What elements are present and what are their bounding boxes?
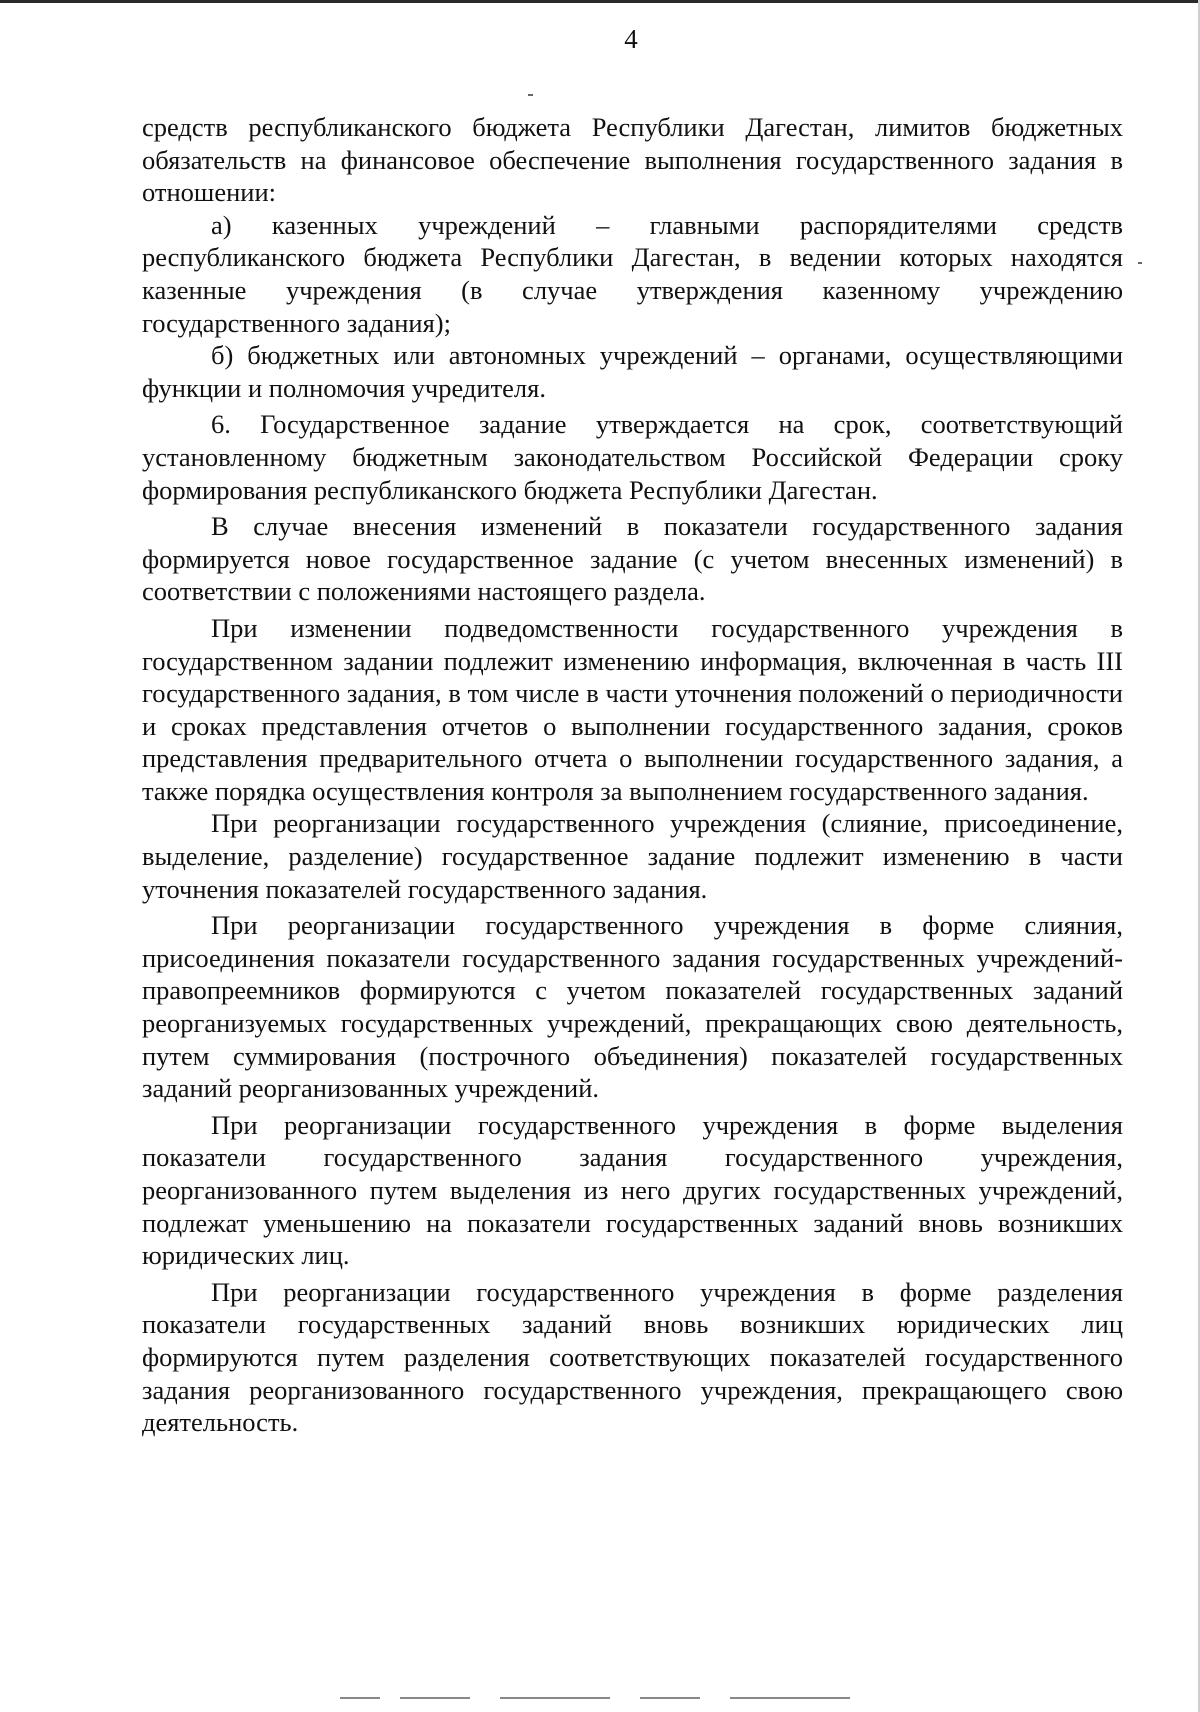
paragraph-item-a: а) казенных учреждений – главными распорядителями средств республиканского бюджета Республики Дагестан, в ведении которых находятся казенные учреждения (в случае утверждения казенному учреждению государственного задания); [142, 209, 1123, 338]
scan-edge-top [0, 0, 1200, 3]
scan-bottom-marks [340, 1697, 900, 1700]
paragraph: В случае внесения изменений в показатели государственного задания формируется новое государственное задание (с учетом внесенных изменений) в соответствии с положениями настоящего раздела. [142, 511, 1123, 607]
paragraph-clause-6: 6. Государственное задание утверждается на срок, соответствующий установленному бюджетным законодательством Российской Федерации сроку формирования республиканского бюджета Республики Дагестан. [142, 409, 1123, 505]
paragraph: При реорганизации государственного учреждения в форме выделения показатели государственного задания государственного учреждения, реорганизованного путем выделения из него других государственных учреждений, подлежат уменьшению на показатели государственных заданий вновь возникших юридических лиц. [142, 1109, 1123, 1271]
paragraph: При реорганизации государственного учреждения (слияние, присоединение, выделение, разделение) государственное задание подлежит изменению в части уточнения показателей государственного задания. [142, 808, 1123, 904]
paragraph-item-b: б) бюджетных или автономных учреждений – органами, осуществляющими функции и полномочия учредителя. [142, 340, 1123, 403]
paragraph: При реорганизации государственного учреждения в форме слияния, присоединения показатели государственного задания государственных учреждений-правопреемников формируются с учетом показателей государственных заданий реорганизуемых государственных учреждений, прекращающих свою деятельность, путем суммирования (построчного объединения) показателей государственных заданий реорганизованных учреждений. [142, 910, 1123, 1104]
paragraph: При изменении подведомственности государственного учреждения в государственном задании подлежит изменению информация, включенная в часть III государственного задания, в том числе в части уточнения положений о периодичности и сроках представления отчетов о выполнении государственного задания, сроков представления предварительного отчета о выполнении государственного задания, а также порядка осуществления контроля за выполнением государственного задания. [142, 612, 1123, 806]
scan-speck [528, 94, 533, 96]
page-number: 4 [624, 24, 638, 54]
document-body [142, 111, 1123, 1439]
scan-speck [1138, 262, 1142, 264]
paragraph-continuation: средств республиканского бюджета Республики Дагестан, лимитов бюджетных обязательств на финансовое обеспечение выполнения государственного задания в отношении: [142, 112, 1123, 208]
paragraph: При реорганизации государственного учреждения в форме разделения показатели государственных заданий вновь возникших юридических лиц формируются путем разделения соответствующих показателей государственного задания реорганизованного государственного учреждения, прекращающего свою деятельность. [142, 1276, 1123, 1438]
